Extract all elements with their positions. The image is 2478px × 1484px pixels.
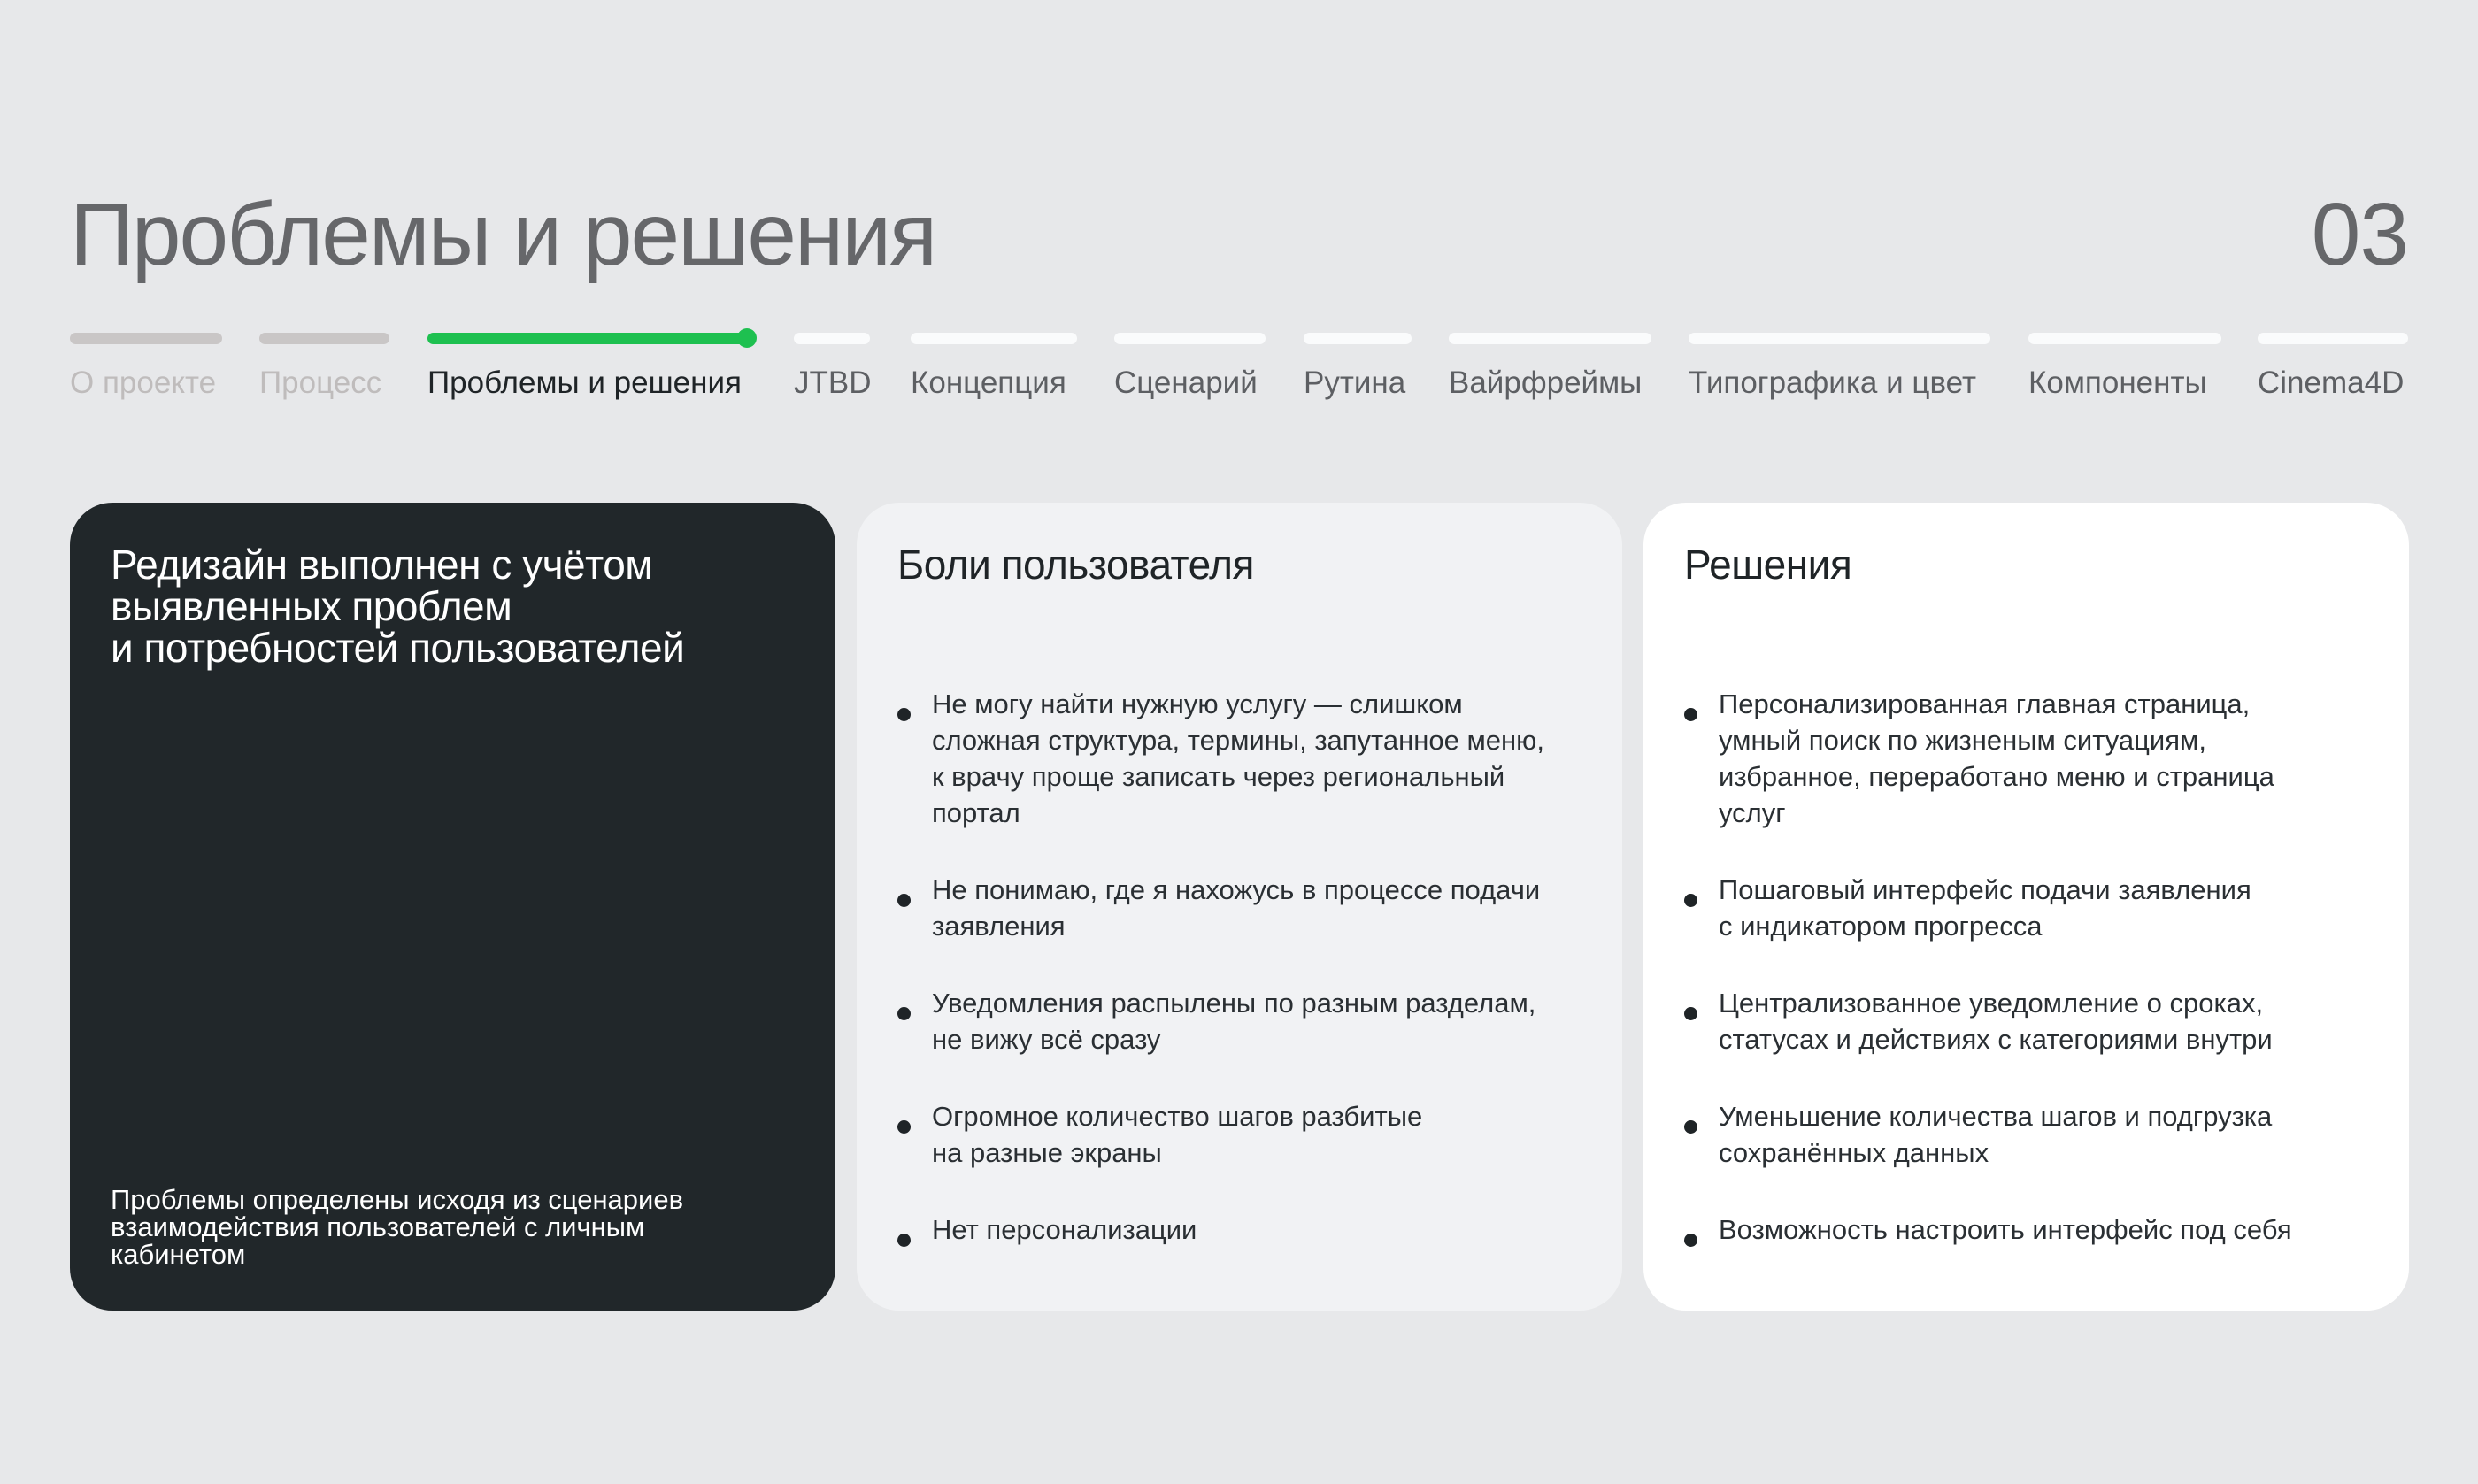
nav-progress-bar [1304, 333, 1412, 344]
nav-item-components[interactable] [2028, 330, 2221, 410]
section-progress-nav [70, 330, 2408, 410]
nav-progress-bar [1449, 333, 1651, 344]
nav-progress-bar [2028, 333, 2221, 344]
nav-item-wireframes[interactable] [1449, 330, 1651, 410]
nav-label: Cinema4D [2258, 365, 2405, 400]
nav-item-typography-color[interactable] [1689, 330, 1990, 410]
nav-progress-bar [794, 333, 870, 344]
bullet-icon [1684, 1234, 1697, 1247]
nav-item-routine[interactable] [1304, 330, 1412, 410]
nav-item-process[interactable] [259, 330, 389, 410]
page-header [70, 177, 2408, 292]
nav-label: Проблемы и решения [427, 365, 742, 400]
nav-progress-bar [2258, 333, 2408, 344]
bullet-icon [897, 1234, 911, 1247]
nav-label: Сценарий [1114, 365, 1258, 400]
nav-label: Процесс [259, 365, 382, 400]
nav-label: Вайрфреймы [1449, 365, 1643, 400]
bullet-icon [897, 1120, 911, 1134]
summary-footnote [111, 1186, 801, 1268]
list-item-text: Возможность настроить интерфейс под себя [1719, 1214, 2292, 1245]
nav-progress-bar [1114, 333, 1266, 344]
nav-progress-bar [70, 333, 222, 344]
nav-label: Компоненты [2028, 365, 2207, 400]
list-item-text: Уменьшение количества шагов и подгрузка сохранённых данных [1719, 1101, 2273, 1168]
nav-label: Типографика и цвет [1689, 365, 1976, 400]
nav-item-cinema4d[interactable] [2258, 330, 2408, 410]
list-item-text: Уведомления распылены по разным разделам, не вижу всё сразу [932, 988, 1536, 1055]
nav-progress-bar [911, 333, 1077, 344]
progress-indicator-dot [737, 328, 757, 348]
bullet-icon [1684, 1007, 1697, 1020]
list-item-text: Пошаговый интерфейс подачи заявления с индикатором прогресса [1719, 874, 2251, 942]
page-title: Проблемы и решения [70, 185, 936, 284]
bullet-icon [1684, 708, 1697, 721]
nav-label: О проекте [70, 365, 217, 400]
list-item-text: Не понимаю, где я нахожусь в процессе подачи заявления [932, 874, 1541, 942]
summary-footnote-line: кабинетом [111, 1239, 246, 1270]
solutions-heading: Решения [1684, 542, 1852, 588]
nav-item-jtbd[interactable] [794, 330, 870, 410]
nav-progress-bar [259, 333, 389, 344]
list-item-text: Нет персонализации [932, 1214, 1197, 1245]
list-item-text: Централизованное уведомление о сроках, статусах и действиях с категориями внутри [1719, 988, 2273, 1055]
summary-footnote-line: взаимодействия пользователей с личным [111, 1211, 645, 1242]
bullet-icon [897, 894, 911, 907]
summary-heading [111, 544, 810, 669]
nav-item-scenario[interactable] [1114, 330, 1266, 410]
bullet-icon [897, 708, 911, 721]
page-number: 03 [2311, 185, 2408, 284]
user-pains-heading: Боли пользователя [897, 542, 1254, 588]
user-pains-card [857, 503, 1622, 1311]
summary-heading-line: выявленных проблем [111, 583, 512, 629]
list-item-text: Не могу найти нужную услугу — слишком сложная структура, термины, запутанное меню, к врачу проще записать через региональный портал [932, 688, 1545, 828]
nav-progress-bar [1689, 333, 1990, 344]
nav-label: Концепция [911, 365, 1066, 400]
summary-footnote-line: Проблемы определены исходя из сценариев [111, 1184, 684, 1215]
list-item-text: Огромное количество шагов разбитые на разные экраны [932, 1101, 1423, 1168]
bullet-icon [1684, 1120, 1697, 1134]
summary-card [70, 503, 835, 1311]
nav-progress-bar [427, 333, 751, 344]
nav-item-about[interactable] [70, 330, 222, 410]
nav-item-concept[interactable] [911, 330, 1077, 410]
summary-heading-line: Редизайн выполнен с учётом [111, 542, 653, 588]
nav-label: Рутина [1304, 365, 1406, 400]
nav-label: JTBD [794, 365, 872, 400]
solutions-card [1643, 503, 2409, 1311]
bullet-icon [1684, 894, 1697, 907]
nav-item-problems-solutions[interactable] [427, 330, 751, 410]
bullet-icon [897, 1007, 911, 1020]
summary-heading-line: и потребностей пользователей [111, 625, 685, 671]
list-item-text: Персонализированная главная страница, умный поиск по жизненым ситуациям, избранное, переработано меню и страница услуг [1719, 688, 2274, 828]
